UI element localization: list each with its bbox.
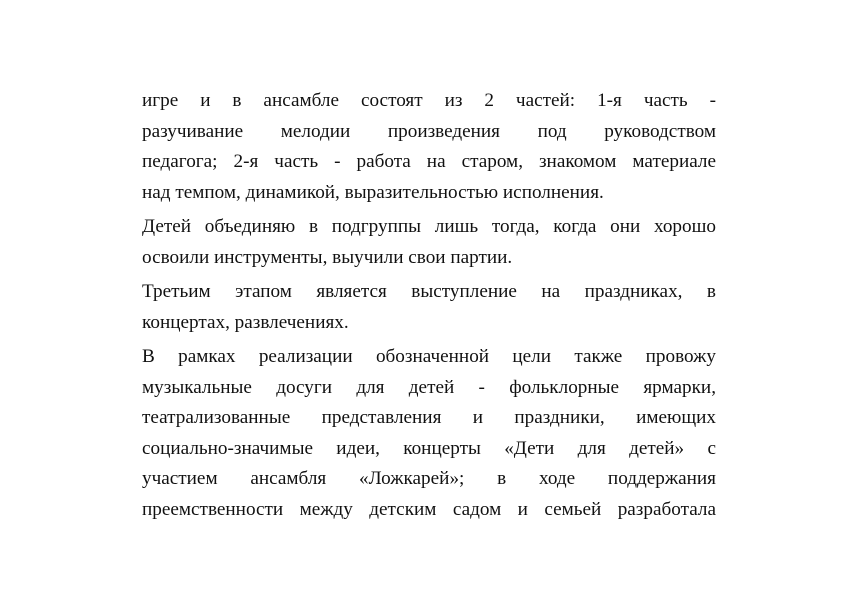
text-line: участием ансамбля «Ложкарей»; в ходе поддержания (142, 468, 716, 489)
text-line: В рамках реализации обозначенной цели также провожу (142, 346, 716, 367)
text-line: концертах, развлечениях. (142, 311, 349, 333)
paragraph-leisure-activities (142, 342, 716, 525)
paragraph-subgroups (142, 212, 716, 273)
text-line: педагога; 2-я часть - работа на старом, знакомом материале (142, 151, 716, 172)
text-line: преемственности между детским садом и семьей разработала (142, 498, 716, 520)
paragraph-third-stage (142, 277, 716, 338)
text-line: разучивание мелодии произведения под руководством (142, 120, 716, 142)
text-line: над темпом, динамикой, выразительностью исполнения. (142, 181, 604, 203)
text-line: музыкальные досуги для детей - фольклорные ярмарки, (142, 376, 716, 398)
text-line: Третьим этапом является выступление на праздниках, в (142, 281, 716, 302)
paragraph-ensemble-parts (142, 86, 716, 208)
text-line: игре и в ансамбле состоят из 2 частей: 1-я часть - (142, 90, 716, 111)
text-line: театрализованные представления и праздники, имеющих (142, 407, 716, 428)
document-text-body (142, 86, 716, 529)
text-line: Детей объединяю в подгруппы лишь тогда, когда они хорошо (142, 216, 716, 237)
text-line: освоили инструменты, выучили свои партии. (142, 246, 513, 268)
text-line: социально-значимые идеи, концерты «Дети для детей» с (142, 437, 716, 459)
